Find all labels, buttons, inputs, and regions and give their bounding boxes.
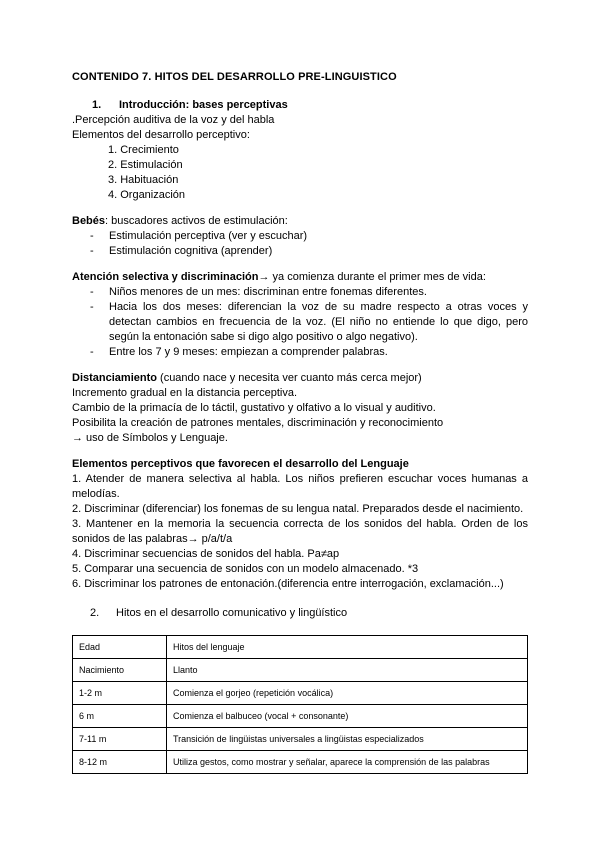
- list-item: 1. Crecimiento: [108, 144, 179, 156]
- table-cell-age: Nacimiento: [73, 659, 167, 682]
- distanciamiento-line: Cambio de la primacía de lo táctil, gustativo y olfativo a lo visual y auditivo.: [72, 402, 436, 414]
- section-1-heading: [92, 98, 528, 113]
- table-cell-age: 8-12 m: [73, 751, 167, 774]
- section-2-heading: [90, 606, 528, 621]
- list-item: 3. Habituación: [108, 174, 179, 186]
- table-cell-milestone: Transición de lingüistas universales a lingüistas especializados: [167, 728, 528, 751]
- elementos-item: 5. Comparar una secuencia de sonidos con un modelo almacenado. *3: [72, 563, 419, 575]
- table-row: [73, 705, 528, 728]
- table-cell-age: 1-2 m: [73, 682, 167, 705]
- elementos-item: 2. Discriminar (diferenciar) los fonemas de su lengua natal. Preparados desde el nacimiento.: [72, 503, 524, 515]
- table-row: [73, 682, 528, 705]
- section-1-title: Introducción: bases perceptivas: [119, 99, 288, 111]
- table-cell-milestone: Utiliza gestos, como mostrar y señalar, aparece la comprensión de las palabras: [167, 751, 528, 774]
- milestones-table: [72, 635, 528, 774]
- table-cell-age: 7-11 m: [73, 728, 167, 751]
- elementos-item: 6. Discriminar los patrones de entonación.(diferencia entre interrogación, exclamación...): [72, 578, 504, 590]
- perceptive-elements-list: [72, 143, 528, 203]
- distanciamiento-label: Distanciamiento: [72, 372, 157, 384]
- atencion-paragraph: [72, 270, 528, 285]
- distanciamiento-paragraph: [72, 371, 528, 386]
- table-cell-age: 6 m: [73, 705, 167, 728]
- distanciamiento-line: Incremento gradual en la distancia perceptiva.: [72, 387, 298, 399]
- list-item: - Estimulación perceptiva (ver y escuchar): [72, 229, 528, 244]
- list-item: - Estimulación cognitiva (aprender): [72, 244, 528, 259]
- bebes-list: [72, 229, 528, 259]
- elementos-item: 4. Discriminar secuencias de sonidos del habla. Pa≠ap: [72, 548, 340, 560]
- list-item: - Niños menores de un mes: discriminan entre fonemas diferentes.: [72, 285, 528, 300]
- section-1-line-2: Elementos del desarrollo perceptivo:: [72, 129, 250, 141]
- bebes-text: : buscadores activos de estimulación:: [105, 215, 288, 227]
- table-header-row: [73, 636, 528, 659]
- table-row: [73, 659, 528, 682]
- distanciamiento-line: → uso de Símbolos y Lenguaje.: [72, 432, 228, 444]
- table-header-cell: Edad: [73, 636, 167, 659]
- table-cell-milestone: Llanto: [167, 659, 528, 682]
- section-2-number: 2.: [90, 607, 100, 619]
- atencion-label: Atención selectiva y discriminación: [72, 271, 259, 283]
- distanciamiento-text: (cuando nace y necesita ver cuanto más cerca mejor): [156, 372, 422, 384]
- table-cell-milestone: Comienza el gorjeo (repetición vocálica): [167, 682, 528, 705]
- table-cell-milestone: Comienza el balbuceo (vocal + consonante): [167, 705, 528, 728]
- list-item: 4. Organización: [108, 189, 186, 201]
- bebes-label: Bebés: [72, 215, 106, 227]
- table-row: [73, 751, 528, 774]
- bebes-paragraph: [72, 214, 528, 229]
- document-page: [72, 70, 528, 774]
- list-item: - Hacia los dos meses: diferencian la voz de su madre respecto a otras voces y detectan cambios en frecuencia de la voz. (El niño no entiende lo que digo, pero según la entonación sabe si digo algo positivo o algo negativo).: [72, 300, 528, 345]
- table-row: [73, 728, 528, 751]
- distanciamiento-line: Posibilita la creación de patrones mentales, discriminación y reconocimiento: [72, 417, 444, 429]
- elementos-item: 1. Atender de manera selectiva al habla. Los niños prefieren escuchar voces humanas a melodías.: [72, 473, 528, 500]
- document-title: CONTENIDO 7. HITOS DEL DESARROLLO PRE-LINGUISTICO: [72, 71, 397, 83]
- section-1-number: 1.: [92, 99, 102, 111]
- section-2-title: Hitos en el desarrollo comunicativo y lingüístico: [116, 607, 348, 619]
- table-header-cell: Hitos del lenguaje: [167, 636, 528, 659]
- elementos-item: 3. Mantener en la memoria la secuencia correcta de los sonidos del habla. Orden de los sonidos de las palabras→ p/a/t/a: [72, 518, 528, 545]
- section-1-line-1: .Percepción auditiva de la voz y del habla: [72, 114, 275, 126]
- atencion-text: → ya comienza durante el primer mes de vida:: [258, 271, 486, 283]
- list-item: - Entre los 7 y 9 meses: empiezan a comprender palabras.: [72, 345, 528, 360]
- elementos-heading: Elementos perceptivos que favorecen el desarrollo del Lenguaje: [72, 458, 409, 470]
- atencion-list: [72, 285, 528, 360]
- list-item: 2. Estimulación: [108, 159, 183, 171]
